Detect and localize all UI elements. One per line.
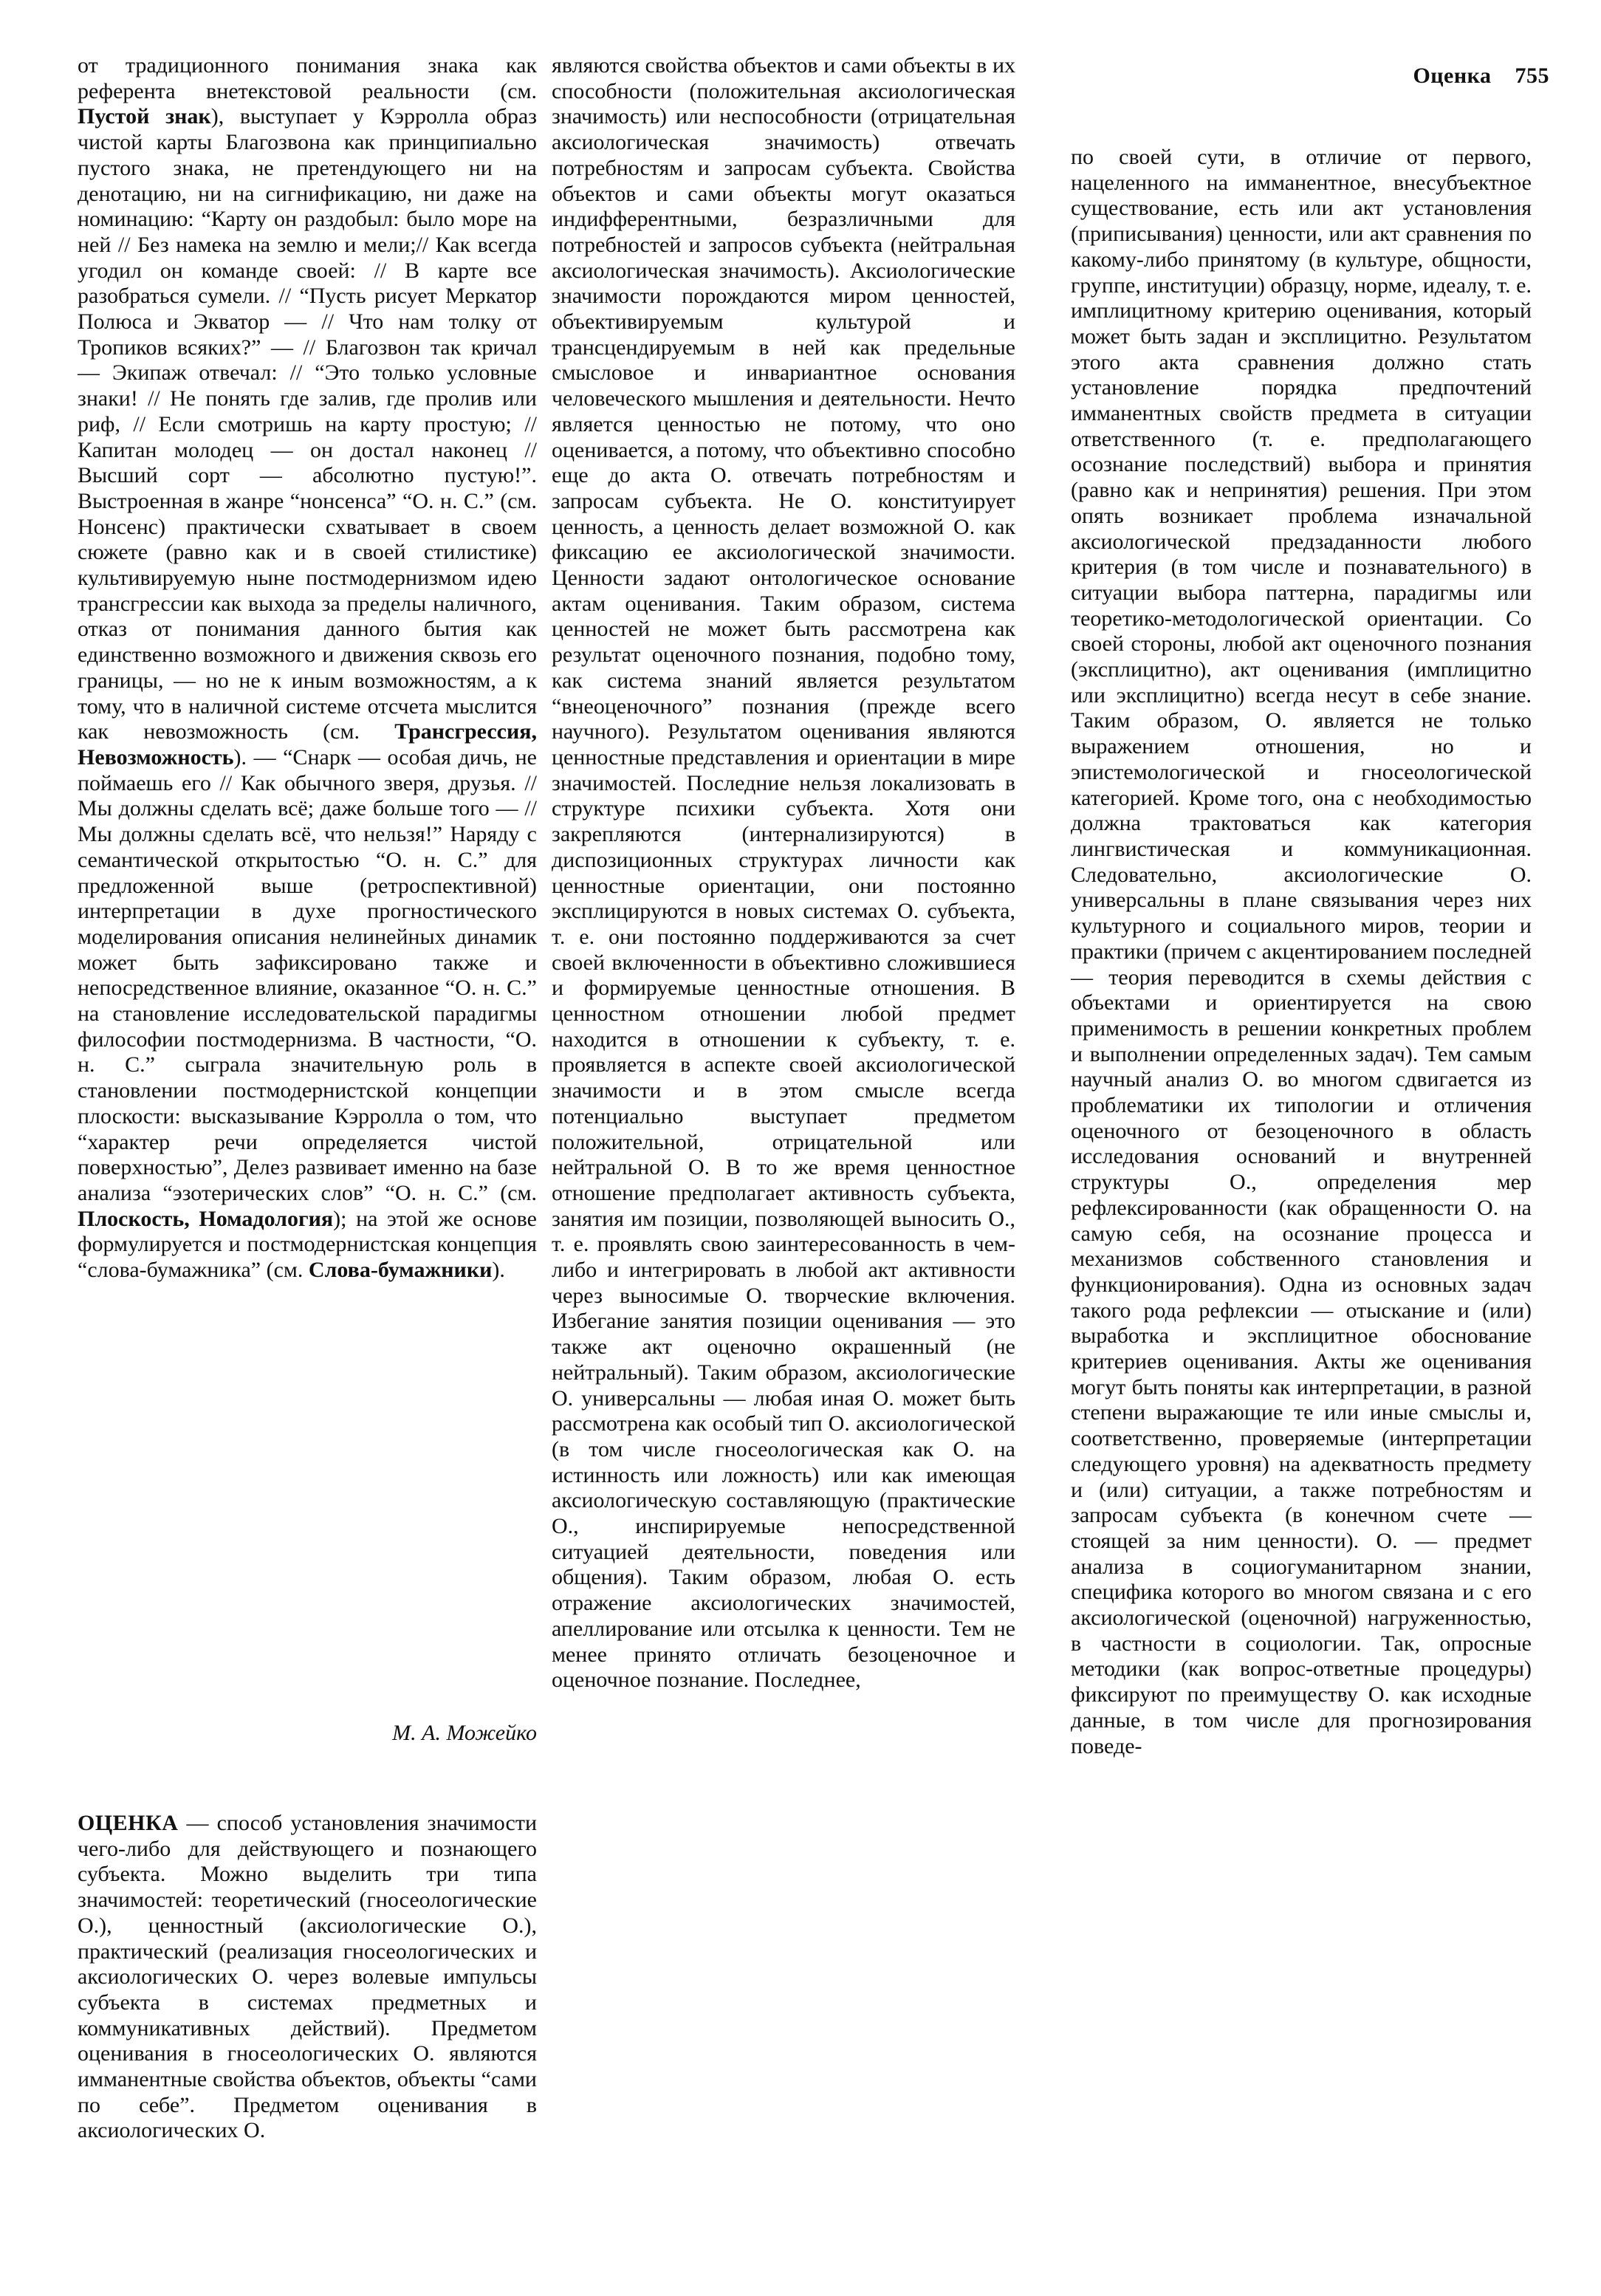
entry-ocenka bbox=[78, 1811, 537, 2261]
entry-body-middle: являются свойства объектов и сами объекты в их способности (положительная аксиологическая значимость) или неспособности (отрицательная аксиологическая значимость) отвечать потребностям и запросам субъекта. Свойства объектов и сами объекты могут оказаться индифферентными, безразличными для потребностей и запросов субъекта (нейтральная аксиологическая значимость). Аксиологические значимости порождаются миром ценностей, объективируемым культурой и трансцендируемым в ней как предельные смысловое и инвариантное основания человеческого мышления и деятельности. Нечто является ценностью не потому, что оно оценивается, а потому, что объективно способно еще до акта О. отвечать потребностям и запросам субъекта. Не О. конституирует ценность, а ценность делает возможной О. как фиксацию ее аксиологической значимости. Ценности задают онтологическое основание актам оценивания. Таким образом, система ценностей не может быть рассмотрена как результат оценочного познания, подобно тому, как система знаний является результатом “внеоценочного” познания (прежде всего научного). Результатом оценивания являются ценностные представления и ориентации в мире значимостей. Последние нельзя локализовать в структуре психики субъекта. Хотя они закрепляются (интернализируются) в диспозиционных структурах личности как ценностные ориентации, они постоянно эксплицируются в новых системах О. субъекта, т. е. они постоянно поддерживаются за счет своей включенности в объективно сложившиеся и формируемые ценностные отношения. В ценностном отношении любой предмет находится в отношении к субъекту, т. е. проявляется в аспекте своей аксиологической значимости и в этом смысле всегда потенциально выступает предметом положительной, отрицательной или нейтральной О. В то же время ценностное отношение предполагает активность субъекта, занятия им позиции, позволяющей выносить О., т. е. проявлять свою заинтересованность в чем-либо и интегрировать в любой акт активности через выносимые О. творческие включения. Избегание занятия позиции оценивания — это также акт оценочно окрашенный (не нейтральный). Таким образом, аксиологические О. универсальны — любая иная О. может быть рассмотрена как особый тип О. аксиологической (в том числе гносеологическая как О. на истинность или ложность) или как имеющая аксиологическую составляющую (практические О., инспирируемые непосредственной ситуацией деятельности, поведения или общения). Таким образом, любая О. есть отражение аксиологических значимостей, апеллирование или отсылка к ценности. Тем не менее принято отличать безоценочное и оценочное познание. Последнее, bbox=[552, 53, 1015, 1693]
column-left bbox=[78, 53, 537, 1752]
cross-reference[interactable]: Плоскость, Номадология bbox=[78, 1206, 334, 1231]
cross-reference[interactable]: Пустой знак bbox=[78, 104, 211, 129]
page-number: 755 bbox=[1515, 64, 1549, 88]
article-continuation: от традиционного понимания знака как референта внетекстовой реальности (см. Пустой знак), выступает у Кэрролла образ чистой карты Благозвона как принципиально пустого знака, не претендующего ни на денотацию, ни на сигнификацию, ни даже на номинацию: “Карту он раздобыл: было море на ней // Без намека на землю и мели;// Как всегда угодил он команде своей: // В карте все разобраться сумели. // “Пусть рисует Меркатор Полюса и Экватор — // Что нам толку от Тропиков всяких?” — // Благозвон так кричал — Экипаж отвечал: // “Это только условные знаки! // Не понять где залив, где пролив или риф, // Если смотришь на карту простую; // Капитан молодец — он достал наконец // Высший сорт — абсолютно пустую!”. Выстроенная в жанре “нонсенса” “О. н. С.” (см. Нонсенс) практически схватывает в своем сюжете (равно как и в своей стилистике) культивируемую ныне постмодернизмом идею трансгрессии как выхода за пределы наличного, отказ от понимания данного бытия как единственно возможного и движения сквозь его границы, — но не к иным возможностям, а к тому, что в наличной системе отсчета мыслится как невозможность (см. Трансгрессия, Невозможность). — “Снарк — особая дичь, не поймаешь его // Как обычного зверя, друзья. // Мы должны сделать всё; даже больше того — // Мы должны сделать всё, что нельзя!” Наряду с семантической открытостью “О. н. С.” для предложенной выше (ретроспективной) интерпретации в духе прогностического моделирования описания нелинейных динамик может быть зафиксировано также и непосредственное влияние, оказанное “О. н. С.” на становление исследовательской парадигмы философии постмодернизма. В частности, “О. н. С.” сыграла значительную роль в становлении постмодернистской концепции плоскости: высказывание Кэрролла о том, что “характер речи определяется чистой поверхностью”, Делез развивает именно на базе анализа “эзотерических слов” “О. н. С.” (см. Плоскость, Номадология); на этой же основе формулируется и постмодернистская концепция “слова-бумажника” (см. Слова-бумажники). bbox=[78, 53, 537, 1283]
running-header-title: Оценка bbox=[1413, 64, 1492, 88]
entry-headword: ОЦЕНКА bbox=[78, 1811, 179, 1835]
entry-body-right: по своей сути, в отличие от первого, нацеленного на имманентное, внесубъектное существование, есть или акт установления (приписывания) ценности, или акт сравнения по какому-либо принятому (в культуре, общности, группе, институции) образцу, норме, идеалу, т. е. имплицитному критерию оценивания, который может быть задан и эксплицитно. Результатом этого акта сравнения должно стать установление порядка предпочтений имманентных свойств предмета в ситуации ответственного (т. е. предполагающего осознание последствий) выбора и принятия (равно как и непринятия) решения. При этом опять возникает проблема изначальной аксиологической предзаданности любого критерия (в том числе и познавательного) в ситуации выбора паттерна, парадигмы или теоретико-методологической ориентации. Со своей стороны, любой акт оценочного познания (эксплицитно), акт оценивания (имплицитно или эксплицитно) всегда несут в себе знание. Таким образом, О. является не только выражением отношения, но и эпистемологической и гносеологической категорией. Кроме того, она с необходимостью должна трактоваться как категория лингвистическая и коммуникационная. Следовательно, аксиологические О. универсальны в плане связывания через них культурного и социального миров, теории и практики (причем с акцентированием последней — теория переводится в схемы действия с объектами и ориентируется на свою применимость в решении конкретных проблем и выполнении определенных задач). Тем самым научный анализ О. во многом сдвигается из проблематики их типологии и отличения оценочного от безоценочного в область исследования оснований и внутренней структуры О., определения мер рефлексированности (как обращенности О. на самую себя, на осознание процесса и механизмов собственного становления и функционирования). Одна из основных задач такого рода рефлексии — отыскание и (или) выработка и эксплицитное обоснование критериев оценивания. Акты же оценивания могут быть поняты как интерпретации, в разной степени выражающие те или иные смыслы и, соответственно, проверяемые (интерпретации следующего уровня) на адекватность предмету и (или) ситуации, а также потребностям и запросам субъекта (в конечном счете — стоящей за ним ценности). О. — предмет анализа в социогуманитарном знании, специфика которого во многом связана и с его аксиологической (оценочной) нагруженностью, в частности в социологии. Так, опросные методики (как вопрос-ответные процедуры) фиксируют по преимуществу О. как исходные данные, в том числе для прогнозирования поведе- bbox=[1071, 145, 1532, 1758]
cross-reference[interactable]: Нонсенс bbox=[78, 514, 159, 539]
column-right bbox=[1071, 145, 1532, 2261]
running-header bbox=[1413, 64, 1549, 89]
cross-reference[interactable]: Слова-бумажники bbox=[308, 1258, 493, 1283]
cross-reference[interactable]: Трансгрессия, Невозможность bbox=[78, 719, 537, 770]
column-middle bbox=[552, 53, 1015, 2261]
article-author: М. А. Можейко bbox=[392, 1721, 537, 1745]
entry-text: — способ установления значимости чего-либо для действующего и познающего субъекта. Можно выделить три типа значимостей: теоретический (гносеологические О.), ценностный (аксиологические О.), практический (реализация гносеологических и аксиологических О. через волевые импульсы субъекта в системах предметных и коммуникативных действий). Предметом оценивания в гносеологических О. являются имманентные свойства объектов, объекты “сами по себе”. Предметом оценивания в аксиологических О. bbox=[78, 1811, 537, 2143]
